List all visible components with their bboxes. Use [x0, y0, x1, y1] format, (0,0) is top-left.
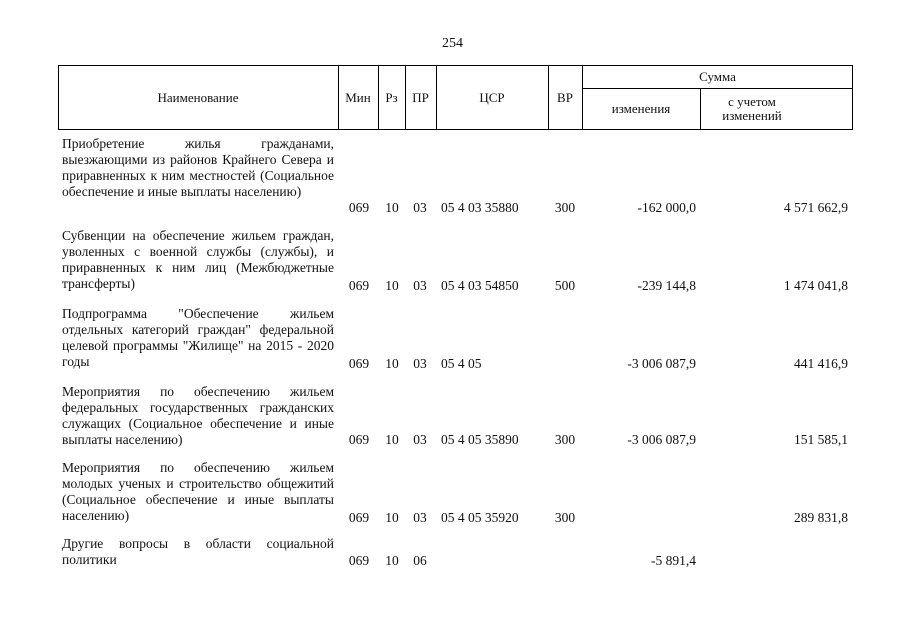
column-header-min: Мин [345, 89, 371, 105]
row-change: -3 006 087,9 [627, 432, 696, 447]
row-total: 4 571 662,9 [783, 200, 848, 215]
row-csr: 05 4 03 35880 [441, 200, 519, 215]
row-name: Мероприятия по обеспечению жильем молодых ученых и строительство общежитий (Социальное обеспечение и иные выплаты населению) [62, 460, 334, 523]
row-pr: 03 [413, 200, 427, 215]
row-pr: 06 [413, 553, 427, 568]
column-header-csr: ЦСР [479, 89, 505, 105]
column-header-sum: Сумма [699, 68, 736, 84]
table-row [0, 384, 905, 448]
row-total: 289 831,8 [794, 510, 848, 525]
column-header-vr: ВР [557, 89, 573, 105]
row-min: 069 [348, 510, 370, 525]
row-total: 1 474 041,8 [783, 278, 848, 293]
table-row [0, 136, 905, 216]
row-total: 151 585,1 [794, 432, 848, 447]
row-change: -162 000,0 [637, 200, 696, 215]
row-rz: 10 [385, 200, 399, 215]
column-header-rz: Рз [385, 89, 398, 105]
row-min: 069 [348, 278, 370, 293]
column-header-changes: изменения [611, 101, 671, 116]
row-min: 069 [348, 200, 370, 215]
row-min: 069 [348, 432, 370, 447]
row-csr: 05 4 03 54850 [441, 278, 519, 293]
table-row [0, 228, 905, 294]
row-change: -3 006 087,9 [627, 356, 696, 371]
row-total: 441 416,9 [794, 356, 848, 371]
row-pr: 03 [413, 356, 427, 371]
row-csr: 05 4 05 35920 [441, 510, 519, 525]
row-name: Подпрограмма "Обеспечение жильем отдельных категорий граждан" федеральной целевой программы "Жилище" на 2015 - 2020 годы [62, 306, 334, 369]
table-row [0, 536, 905, 569]
column-header-name: Наименование [157, 89, 239, 105]
column-header-with-changes: с учетом изменений [722, 94, 782, 123]
row-csr: 05 4 05 [441, 356, 482, 371]
row-rz: 10 [385, 278, 399, 293]
table-row [0, 306, 905, 372]
row-rz: 10 [385, 510, 399, 525]
row-name: Мероприятия по обеспечению жильем федеральных государственных гражданских служащих (Социальное обеспечение и иные выплаты населению) [62, 384, 334, 447]
page-number: 254 [442, 36, 463, 51]
row-vr: 500 [554, 278, 576, 293]
row-vr: 300 [554, 510, 576, 525]
table-row [0, 460, 905, 526]
row-min: 069 [348, 553, 370, 568]
column-header-pr: ПР [412, 89, 429, 105]
row-rz: 10 [385, 356, 399, 371]
row-name: Приобретение жилья гражданами, выезжающими из районов Крайнего Севера и приравненных к ним местностей (Социальное обеспечение и иные выплаты населению) [62, 136, 334, 199]
row-vr: 300 [554, 200, 576, 215]
row-pr: 03 [413, 432, 427, 447]
row-rz: 10 [385, 553, 399, 568]
row-pr: 03 [413, 510, 427, 525]
row-name: Другие вопросы в области социальной политики [62, 536, 334, 567]
row-pr: 03 [413, 278, 427, 293]
row-csr: 05 4 05 35890 [441, 432, 519, 447]
row-change: -239 144,8 [637, 278, 696, 293]
row-name: Субвенции на обеспечение жильем граждан, уволенных с военной службы (службы), и приравненных к ним лиц (Межбюджетные трансферты) [62, 228, 334, 291]
row-vr: 300 [554, 432, 576, 447]
row-min: 069 [348, 356, 370, 371]
row-rz: 10 [385, 432, 399, 447]
header-divider [700, 88, 701, 130]
row-change: -5 891,4 [651, 553, 696, 568]
